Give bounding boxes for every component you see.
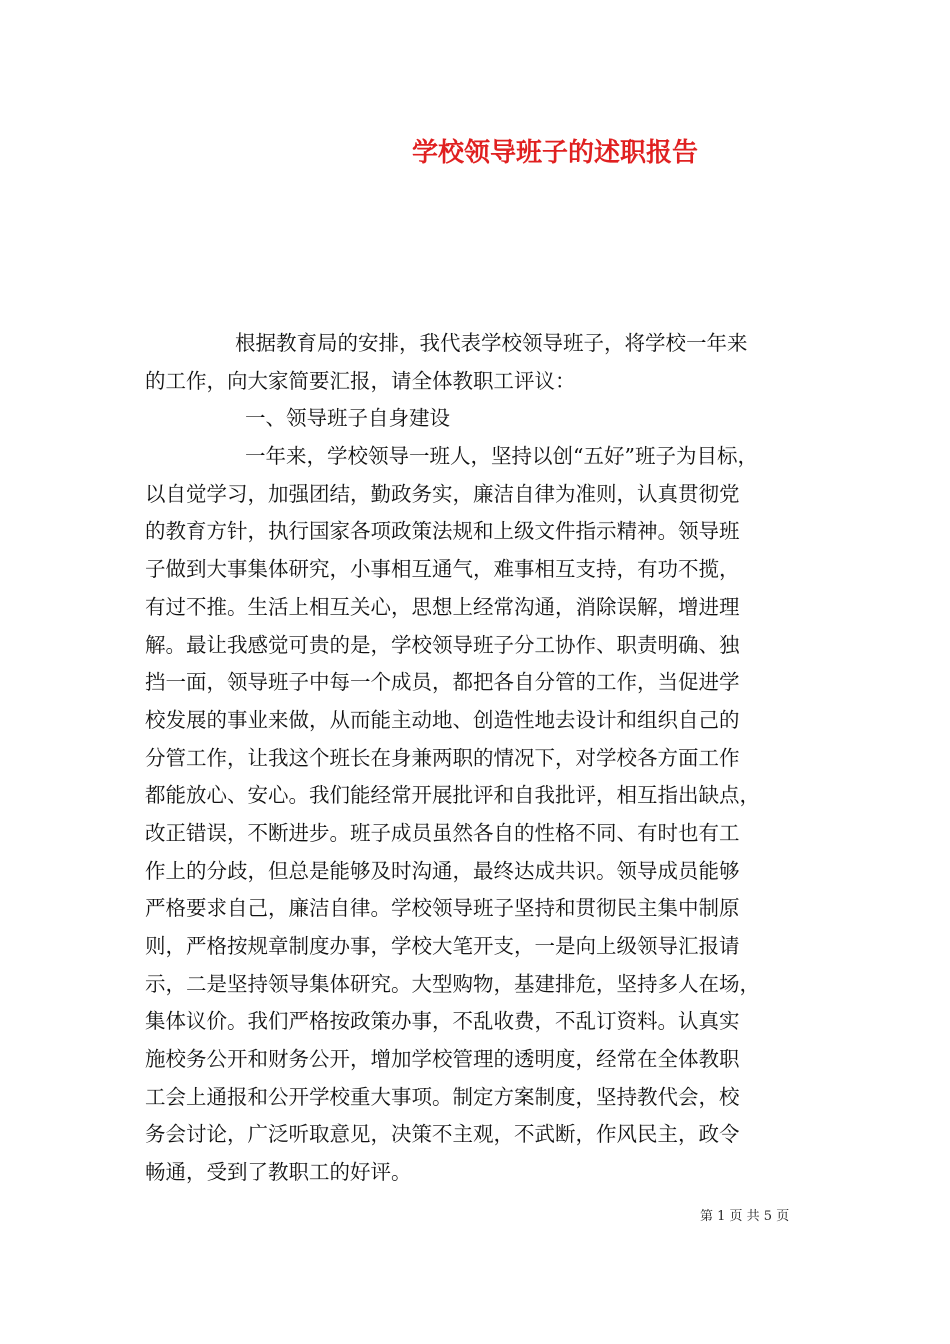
text-line: 子做到大事集体研究，小事相互通气，难事相互支持，有功不揽，	[145, 557, 740, 582]
text-line: 严格要求自己，廉洁自律。学校领导班子坚持和贯彻民主集中制原	[145, 896, 740, 921]
text-line: 示，二是坚持领导集体研究。大型购物，基建排危，坚持多人在场，	[145, 971, 760, 996]
text-line: 作上的分歧，但总是能够及时沟通，最终达成共识。领导成员能够	[145, 858, 740, 883]
text-line: 施校务公开和财务公开，增加学校管理的透明度，经常在全体教职	[145, 1047, 740, 1072]
text-line: 工会上通报和公开学校重大事项。制定方案制度，坚持教代会，校	[145, 1084, 740, 1109]
text-line: 分管工作，让我这个班长在身兼两职的情况下，对学校各方面工作	[145, 745, 740, 770]
text-line: 畅通，受到了教职工的好评。	[145, 1160, 412, 1185]
section-heading: 一、领导班子自身建设	[245, 406, 450, 431]
document-title: 学校领导班子的述职报告	[411, 138, 698, 168]
text-line: 有过不推。生活上相互关心，思想上经常沟通，消除误解，增进理	[145, 594, 740, 619]
page-number: 第 1 页 共 5 页	[700, 1209, 790, 1224]
text-line: 改正错误，不断进步。班子成员虽然各自的性格不同、有时也有工	[145, 820, 740, 845]
text-line: 一年来，学校领导一班人，坚持以创“五好”班子为目标，	[245, 444, 758, 469]
text-line: 的教育方针，执行国家各项政策法规和上级文件指示精神。领导班	[145, 519, 740, 544]
text-line: 的工作，向大家简要汇报，请全体教职工评议：	[145, 368, 576, 393]
text-line: 以自觉学习，加强团结，勤政务实，廉洁自律为准则，认真贯彻党	[145, 481, 740, 506]
text-line: 解。最让我感觉可贵的是，学校领导班子分工协作、职责明确、独	[145, 632, 740, 657]
text-line: 都能放心、安心。我们能经常开展批评和自我批评，相互指出缺点，	[145, 783, 760, 808]
text-line: 务会讨论，广泛听取意见，决策不主观，不武断，作风民主，政令	[145, 1122, 740, 1147]
text-line: 集体议价。我们严格按政策办事，不乱收费，不乱订资料。认真实	[145, 1009, 740, 1034]
document-body	[145, 325, 810, 1192]
text-line: 根据教育局的安排，我代表学校领导班子，将学校一年来	[235, 331, 748, 355]
text-line: 挡一面，领导班子中每一个成员，都把各自分管的工作，当促进学	[145, 670, 740, 695]
text-line: 则，严格按规章制度办事，学校大笔开支，一是向上级领导汇报请	[145, 934, 740, 958]
text-line: 校发展的事业来做，从而能主动地、创造性地去设计和组织自己的	[145, 707, 740, 732]
